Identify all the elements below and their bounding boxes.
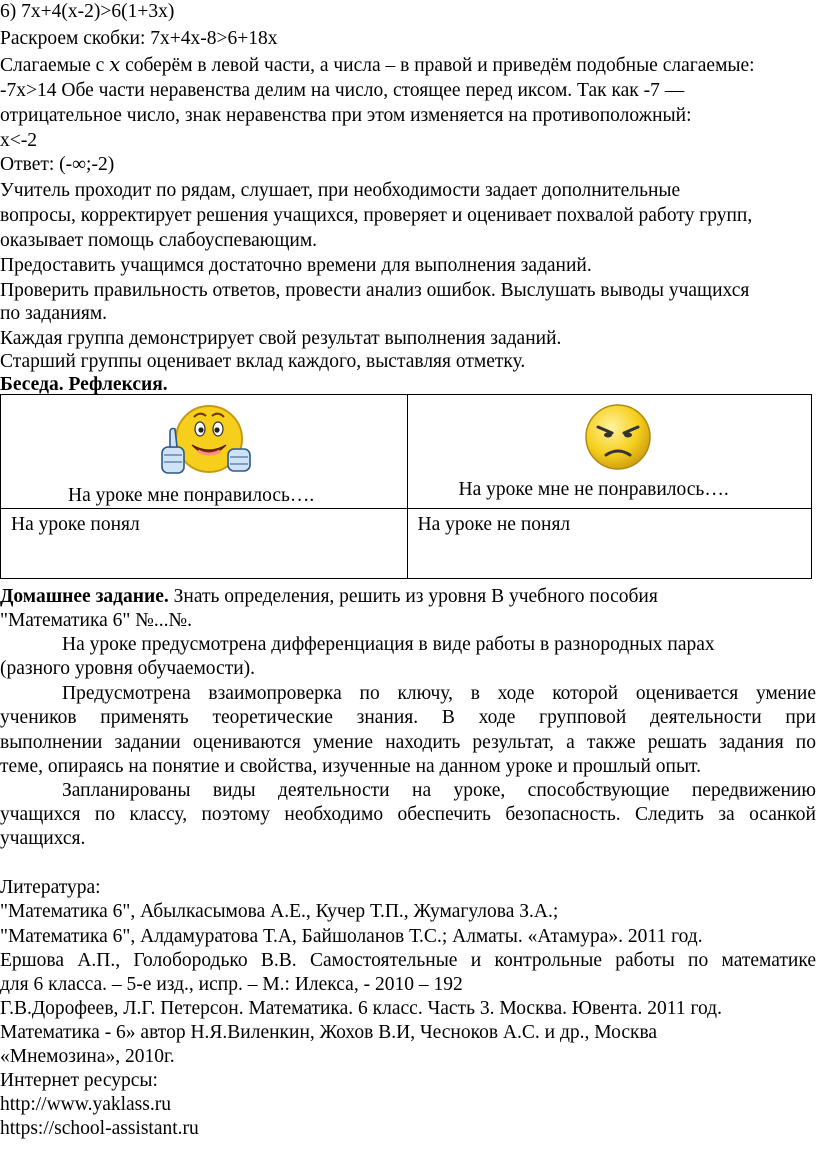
literature-item: "Математика 6", Абылкасымова А.Е., Кучер Т.П., Жумагулова З.А.;	[0, 901, 559, 922]
homework-text: Знать определения, решить из уровня В учебного пособия	[168, 586, 658, 607]
paragraph-line: теме, опираясь на понятие и свойства, изученные на данном уроке и прошлый опыт.	[0, 756, 701, 777]
cell-liked	[1, 395, 408, 509]
equation-line: 6) 7х+4(х-2)>6(1+3х)	[0, 1, 175, 22]
paragraph-line: учеников применять теоретические знания. В ходе групповой деятельности при	[0, 707, 816, 728]
text-line: Старший группы оценивает вклад каждого, выставляя отметку.	[0, 351, 526, 372]
paragraph-line: Запланированы виды деятельности на уроке, способствующие передвижению	[62, 780, 816, 801]
literature-item: "Математика 6", Алдамуратова Т.А, Байшоланов Т.С.; Алматы. «Атамура». 2011 год.	[0, 926, 703, 947]
answer-line: Ответ: (-∞;-2)	[0, 154, 115, 175]
cell-disliked	[408, 395, 812, 509]
resource-link[interactable]: http://www.yaklass.ru	[0, 1094, 171, 1115]
section-heading-reflection: Беседа. Рефлексия.	[0, 374, 168, 395]
literature-heading: Литература:	[0, 877, 101, 898]
text-line: по заданиям.	[0, 303, 108, 324]
disliked-label: На уроке мне не понравилось….	[458, 479, 729, 500]
understood-label: На уроке понял	[11, 514, 140, 535]
resource-link[interactable]: https://school-assistant.ru	[0, 1118, 199, 1139]
literature-item: Г.В.Дорофеев, Л.Г. Петерсон. Математика. 6 класс. Часть 3. Москва. Ювента. 2011 год.	[0, 998, 722, 1019]
literature-item: Математика - 6» автор Н.Я.Виленкин, Жохов В.И, Чесноков А.С. и др., Москва	[0, 1022, 658, 1043]
homework-line	[0, 585, 658, 609]
paragraph-line: Предусмотрена взаимопроверка по ключу, в ходе которой оценивается умение	[62, 683, 816, 704]
liked-label: На уроке мне понравилось….	[68, 485, 315, 506]
literature-item: «Мнемозина», 2010г.	[0, 1046, 175, 1067]
cell-not-understood	[408, 509, 812, 579]
homework-line: "Математика 6" №...№.	[0, 610, 192, 631]
text-line: вопросы, корректирует решения учащихся, проверяет и оценивает похвалой работу групп,	[0, 205, 753, 226]
text-line: Слагаемые с 𝑥 соберём в левой части, а числа – в правой и приведём подобные слагаемые:	[0, 55, 755, 76]
paragraph-line: На уроке предусмотрена дифференциация в виде работы в разнородных парах	[62, 634, 715, 655]
text-line: -7х>14 Обе части неравенства делим на число, стоящее перед иксом. Так как -7 —	[0, 80, 685, 101]
internet-resources-heading: Интернет ресурсы:	[0, 1070, 158, 1091]
paragraph-line: выполнении задании оцениваются умение находить результат, а также решать задания по	[0, 732, 816, 753]
literature-item: Ершова А.П., Голобородько В.В. Самостоятельные и контрольные работы по математике	[0, 950, 816, 971]
paragraph-line: (разного уровня обучаемости).	[0, 658, 256, 679]
text-line: Раскроем скобки: 7х+4х-8>6+18х	[0, 28, 278, 49]
not-understood-label: На уроке не понял	[417, 514, 571, 535]
text-line: оказывает помощь слабоуспевающим.	[0, 230, 318, 251]
cell-understood	[1, 509, 408, 579]
frowning-smiley-icon	[582, 401, 654, 473]
text-line: Проверить правильность ответов, провести анализ ошибок. Выслушать выводы учащихся	[0, 280, 750, 301]
literature-item: для 6 класса. – 5-е изд., испр. – М.: Илекса, - 2010 – 192	[0, 974, 463, 995]
text-line: отрицательное число, знак неравенства при этом изменяется на противоположный:	[0, 105, 692, 126]
reflection-table	[0, 394, 812, 579]
paragraph-line: учащихся.	[0, 828, 86, 849]
homework-label: Домашнее задание.	[0, 586, 169, 607]
text-line: Учитель проходит по рядам, слушает, при необходимости задает дополнительные	[0, 180, 681, 201]
text-line: Каждая группа демонстрирует свой результат выполнения заданий.	[0, 328, 562, 349]
text-line: Предоставить учащимся достаточно времени для выполнения заданий.	[0, 255, 592, 276]
paragraph-line: учащихся по классу, поэтому необходимо обеспечить безопасность. Следить за осанкой	[0, 804, 816, 825]
thumbs-up-smiley-icon	[154, 399, 254, 485]
text-line: x<-2	[0, 130, 37, 151]
